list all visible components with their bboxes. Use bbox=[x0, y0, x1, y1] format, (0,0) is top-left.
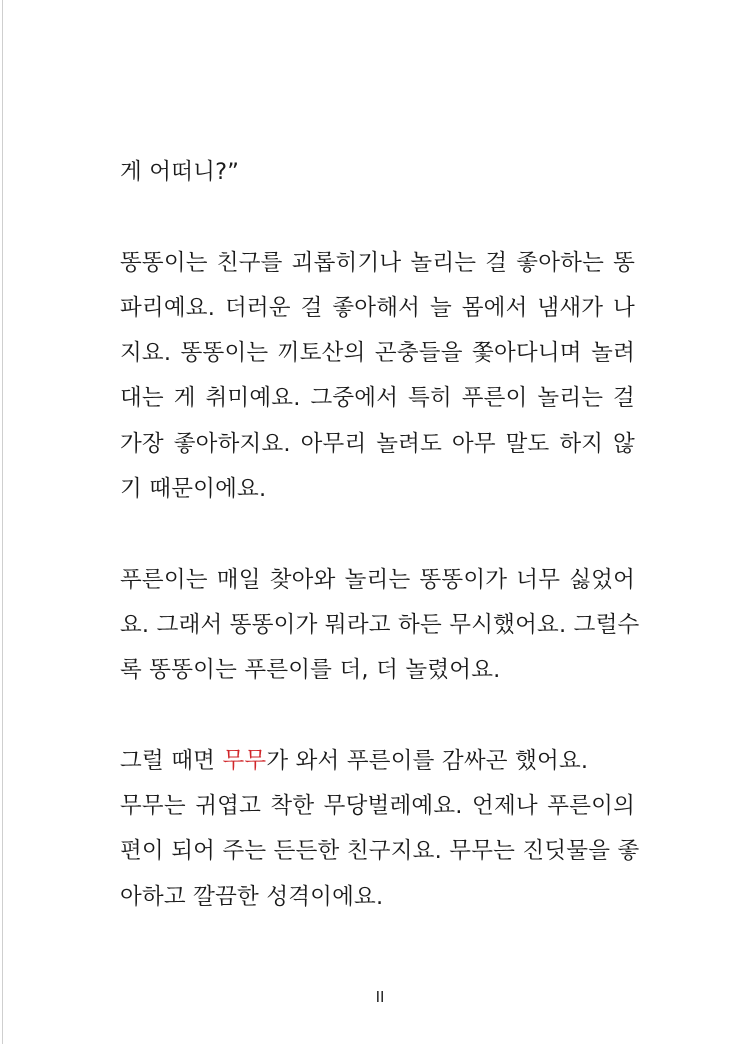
paragraph bbox=[120, 241, 635, 513]
text-line: 록 똥똥이는 푸른이를 더, 더 놀렸어요. bbox=[120, 657, 501, 684]
text-line: 편이 되어 주는 든든한 친구지요. 무무는 진딧물을 좋 bbox=[120, 838, 640, 865]
text-line: 기 때문이에요. bbox=[120, 476, 267, 503]
text-segment: 그럴 때면 bbox=[120, 747, 223, 774]
text-segment: 가 와서 푸른이를 감싸곤 했어요. bbox=[266, 747, 589, 774]
text-line: 파리예요. 더러운 걸 좋아해서 늘 몸에서 냄새가 나 bbox=[120, 294, 635, 321]
paragraph-gap bbox=[120, 195, 635, 240]
highlighted-name: 무무 bbox=[222, 747, 267, 774]
text-line: 가장 좋아하지요. 아무리 놀려도 아무 말도 하지 않 bbox=[120, 430, 635, 457]
page-left-edge bbox=[2, 0, 3, 1044]
paragraph bbox=[120, 558, 640, 694]
paragraph-gap bbox=[120, 512, 635, 557]
text-line: 무무는 귀엽고 착한 무당벌레예요. 언제나 푸른이의 bbox=[120, 793, 635, 820]
text-line: 대는 게 취미예요. 그중에서 특히 푸른이 놀리는 걸 bbox=[120, 385, 635, 412]
text-line: 푸른이는 매일 찾아와 놀리는 똥똥이가 너무 싫었어 bbox=[120, 566, 635, 593]
paragraph bbox=[120, 150, 635, 195]
paragraph-gap bbox=[120, 694, 635, 739]
text-line bbox=[120, 739, 635, 784]
text-line: 아하고 깔끔한 성격이에요. bbox=[120, 883, 384, 910]
text-line: 똥똥이는 친구를 괴롭히기나 놀리는 걸 좋아하는 똥 bbox=[120, 249, 635, 276]
text-line: 지요. 똥똥이는 끼토산의 곤충들을 쫓아다니며 놀려 bbox=[120, 340, 635, 367]
page-number: II bbox=[375, 988, 385, 1006]
page-body bbox=[120, 150, 640, 920]
text-line: 요. 그래서 똥똥이가 뭐라고 하든 무시했어요. 그럴수 bbox=[120, 611, 640, 638]
paragraph bbox=[120, 739, 640, 920]
text-line: 게 어떠니?” bbox=[120, 159, 240, 185]
